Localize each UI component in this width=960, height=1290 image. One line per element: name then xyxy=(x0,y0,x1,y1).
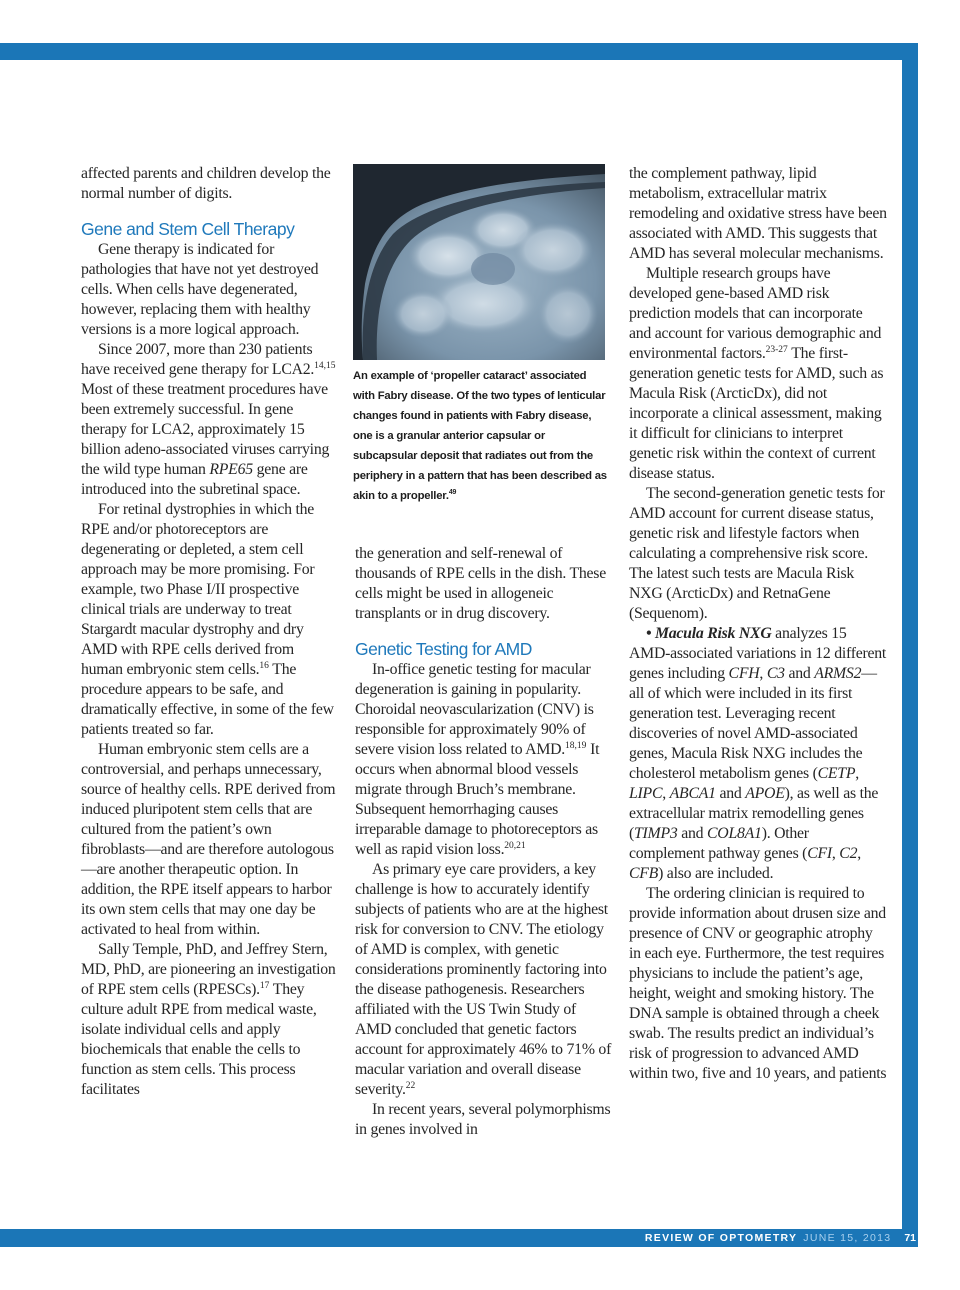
right-border-bar xyxy=(902,43,918,1247)
paragraph: Gene therapy is indicated for pathologies that have not yet destroyed cells. When cells have degenerated, however, replacing them with healthy versions is a more logical approach. xyxy=(81,241,319,338)
paragraph: affected parents and children develop the normal number of digits. xyxy=(81,165,331,202)
paragraph: The second-generation genetic tests for AMD account for current disease status, genetic risk and lifestyle factors when calculating a comprehensive risk score. The latest such tests are Macula Risk NXG (ArcticDx) and RetnaGene (Sequenom). xyxy=(629,485,885,622)
paragraph: The ordering clinician is required to provide information about drusen size and presence of CNV or geographic atrophy in each eye. Furthermore, the test requires physicians to include the patient’s age, height, weight and smoking history. The DNA sample is obtained through a cheek swab. The results predict an individual’s risk of progression to advanced AMD within two, five and 10 years, and patients xyxy=(629,885,887,1082)
section-heading-gene-stem-cell: Gene and Stem Cell Therapy xyxy=(81,219,295,239)
magazine-name: REVIEW OF OPTOMETRY xyxy=(644,1232,798,1244)
paragraph: In-office genetic testing for macular degeneration is gaining in popularity. Choroidal neovascularization (CNV) is responsible for approximately 90% of severe vision loss related to AMD.$^{18,19}$ It occurs when abnormal blood vessels migrate through Bruch’s membrane. Subsequent hemorrhaging causes irreparable damage to photoreceptors as well as rapid vision loss.$^{20,21}$ xyxy=(355,661,600,858)
gene-name: RPE65 xyxy=(209,461,253,478)
paragraph: Since 2007, more than 230 patients have received gene therapy for LCA2.$^{14,15}$ Most of these treatment procedures have been extremely successful. In gene therapy for LCA2, approximately 15 billion adeno-associated viruses carrying the wild type human RPE65 gene are introduced into the subretinal space. xyxy=(81,341,336,498)
page-number: 71 xyxy=(904,1232,916,1244)
paragraph: For retinal dystrophies in which the RPE and/or photoreceptors are degenerating or depleted, a stem cell approach may be more promising. For example, two Phase I/II prospective clinical trials are underway to treat Stargardt macular dystrophy and dry AMD with RPE cells derived from human embryonic stem cells.$^{16}$ The procedure appears to be safe, and dramatically effective, in some of the few patients treated so far. xyxy=(81,501,334,738)
propeller-cataract-photo xyxy=(353,164,605,360)
citation-ref: 20,21 xyxy=(504,841,526,851)
page-footer xyxy=(645,1229,916,1247)
paragraph: As primary eye care providers, a key challenge is how to accurately identify subjects of patients who are at the highest risk for conversion to CNV. The etiology of AMD is complex, with genetic considerations prominently factoring into the disease pathogenesis. Researchers affiliated with the US Twin Study of AMD concluded that genetic factors account for approximately 46% to 71% of macular variation and overall disease severity.$^{22}$ xyxy=(355,861,612,1098)
paragraph: In recent years, several polymorphisms in genes involved in xyxy=(355,1101,611,1138)
text-column-2 xyxy=(355,544,613,1140)
citation-ref: 17 xyxy=(259,981,270,991)
citation-ref: 23-27 xyxy=(765,345,788,355)
top-border-bar xyxy=(0,43,918,60)
text-column-3 xyxy=(629,164,887,1084)
citation-ref: 18,19 xyxy=(565,741,587,751)
citation-ref: 22 xyxy=(405,1081,416,1091)
eye-photo-illustration xyxy=(353,164,605,360)
paragraph: the generation and self-renewal of thousands of RPE cells in the dish. These cells might be used in allogeneic transplants or in drug discovery. xyxy=(355,545,606,622)
paragraph: • Macula Risk NXG analyzes 15 AMD-associated variations in 12 different genes including CFH, C3 and ARMS2—all of which were included in its first generation test. Leveraging recent discoveries of novel AMD-associated genes, Macula Risk NXG includes the cholesterol metabolism genes (CETP, LIPC, ABCA1 and APOE), as well as the extracellular matrix remodelling genes (TIMP3 and COL8A1). Other complement pathway genes (CFI, C2, CFB) also are included. xyxy=(629,625,887,882)
citation-ref: 49 xyxy=(448,489,457,496)
text-column-1 xyxy=(81,164,339,1100)
paragraph: Sally Temple, PhD, and Jeffrey Stern, MD, PhD, are pioneering an investigation of RPE stem cells (RPESCs).$^{17}$ They culture adult RPE from medical waste, isolate individual cells and apply biochemicals that enable the cells to function as stem cells. This process facilitates xyxy=(81,941,336,1098)
paragraph: Human embryonic stem cells are a controversial, and perhaps unnecessary, source of healthy cells. RPE derived from induced pluripotent stem cells that are cultured from the patient’s own fibroblasts—and are therefore autologous—are another therapeutic option. In addition, the RPE itself appears to harbor its own stem cells that may one day be activated to heal from within. xyxy=(81,741,336,938)
citation-ref: 14,15 xyxy=(314,361,336,371)
figure-caption: An example of ‘propeller cataract’ associated with Fabry disease. Of the two types of lenticular changes found in patients with Fabry disease, one is a granular anterior capsular or subcapsular deposit that radiates out from the periphery in a pattern that has been described as akin to a propeller.$^{49}$ xyxy=(353,370,607,502)
bullet-label: • Macula Risk NXG xyxy=(646,625,772,642)
section-heading-genetic-testing: Genetic Testing for AMD xyxy=(355,639,532,659)
citation-ref: 16 xyxy=(259,661,269,671)
paragraph: the complement pathway, lipid metabolism, extracellular matrix remodeling and oxidative stress have been associated with AMD. This suggests that AMD has several molecular mechanisms. xyxy=(629,165,887,262)
issue-date: JUNE 15, 2013 xyxy=(803,1232,892,1244)
paragraph: Multiple research groups have developed gene-based AMD risk prediction models that can incorporate and account for various demographic and environmental factors.$^{23-27}$ The first-generation genetic tests for AMD, such as Macula Risk (ArcticDx), did not incorporate a clinical assessment, making it difficult for clinicians to interpret genetic risk within the context of current disease status. xyxy=(629,265,884,482)
